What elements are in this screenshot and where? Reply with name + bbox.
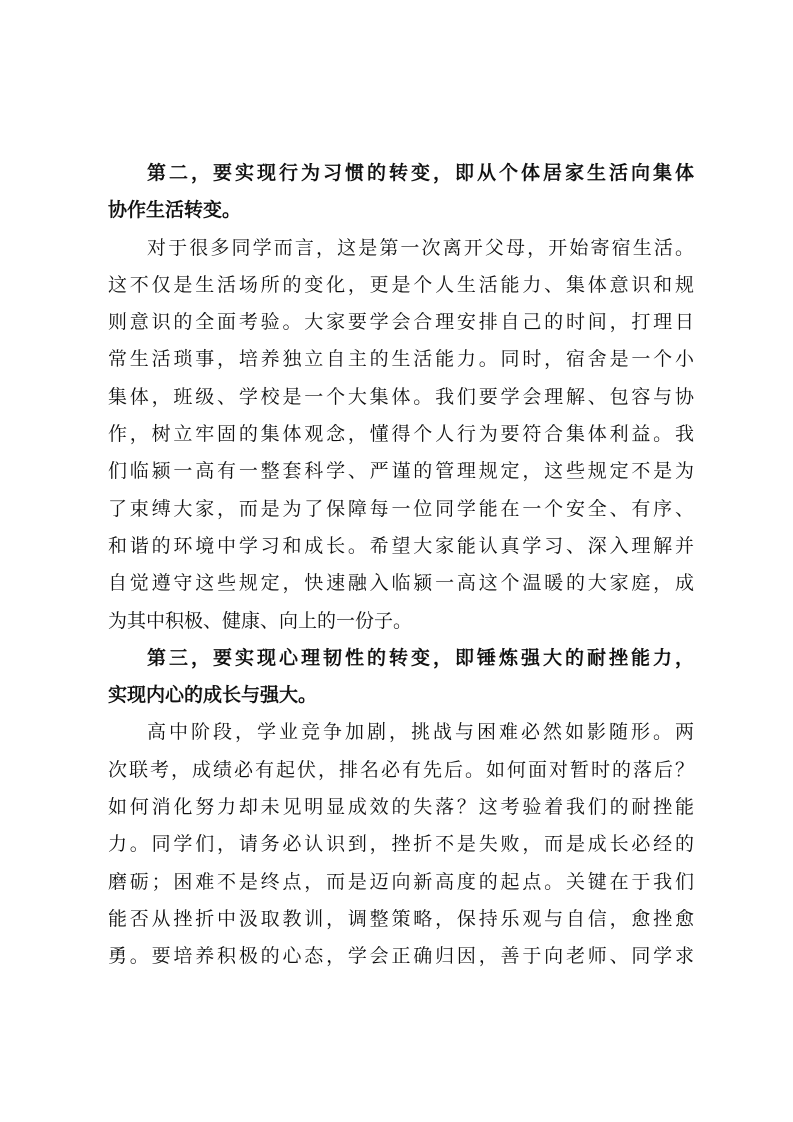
paragraph-resilience [108,714,694,975]
paragraph-line: 能否从挫折中汲取教训，调整策略，保持乐观与自信，愈挫愈 [108,907,694,930]
paragraph-line: 勇。要培养积极的心态，学会正确归因，善于向老师、同学求 [108,945,694,968]
paragraph-behavior [108,230,694,640]
heading-line: 实现内心的成长与强大。 [108,684,318,707]
heading-line: 协作生活转变。 [108,199,242,222]
paragraph-line: 对于很多同学而言，这是第一次离开父母，开始寄宿生活。 [147,236,694,259]
paragraph-line: 高中阶段，学业竞争加剧，挑战与困难必然如影随形。两 [147,721,694,744]
paragraph-line: 力。同学们，请务必认识到，挫折不是失败，而是成长必经的 [108,833,694,856]
paragraph-line: 集体，班级、学校是一个大集体。我们要学会理解、包容与协 [108,385,694,408]
paragraph-line: 次联考，成绩必有起伏，排名必有先后。如何面对暂时的落后？ [108,758,694,781]
document-body [108,155,694,976]
paragraph-line: 常生活琐事，培养独立自主的生活能力。同时，宿舍是一个小 [108,348,694,371]
paragraph-line: 作，树立牢固的集体观念，懂得个人行为要符合集体利益。我 [108,423,694,446]
paragraph-line: 这不仅是生活场所的变化，更是个人生活能力、集体意识和规 [108,273,694,296]
heading-line: 第三，要实现心理韧性的转变，即锤炼强大的耐挫能力， [147,646,694,669]
section-heading-behavior [108,155,694,230]
paragraph-line: 和谐的环境中学习和成长。希望大家能认真学习、深入理解并 [108,534,694,557]
section-heading-resilience [108,640,694,715]
paragraph-line: 则意识的全面考验。大家要学会合理安排自己的时间，打理日 [108,311,694,334]
paragraph-line: 为其中积极、健康、向上的一份子。 [108,609,413,632]
heading-line: 第二，要实现行为习惯的转变，即从个体居家生活向集体 [147,162,694,184]
paragraph-line: 了束缚大家，而是为了保障每一位同学能在一个安全、有序、 [108,497,694,520]
paragraph-line: 如何消化努力却未见明显成效的失落？这考验着我们的耐挫能 [108,796,694,819]
paragraph-line: 自觉遵守这些规定，快速融入临颍一高这个温暖的大家庭，成 [108,572,694,595]
paragraph-line: 们临颍一高有一整套科学、严谨的管理规定，这些规定不是为 [108,460,694,483]
paragraph-line: 磨砺；困难不是终点，而是迈向新高度的起点。关键在于我们 [108,870,694,893]
